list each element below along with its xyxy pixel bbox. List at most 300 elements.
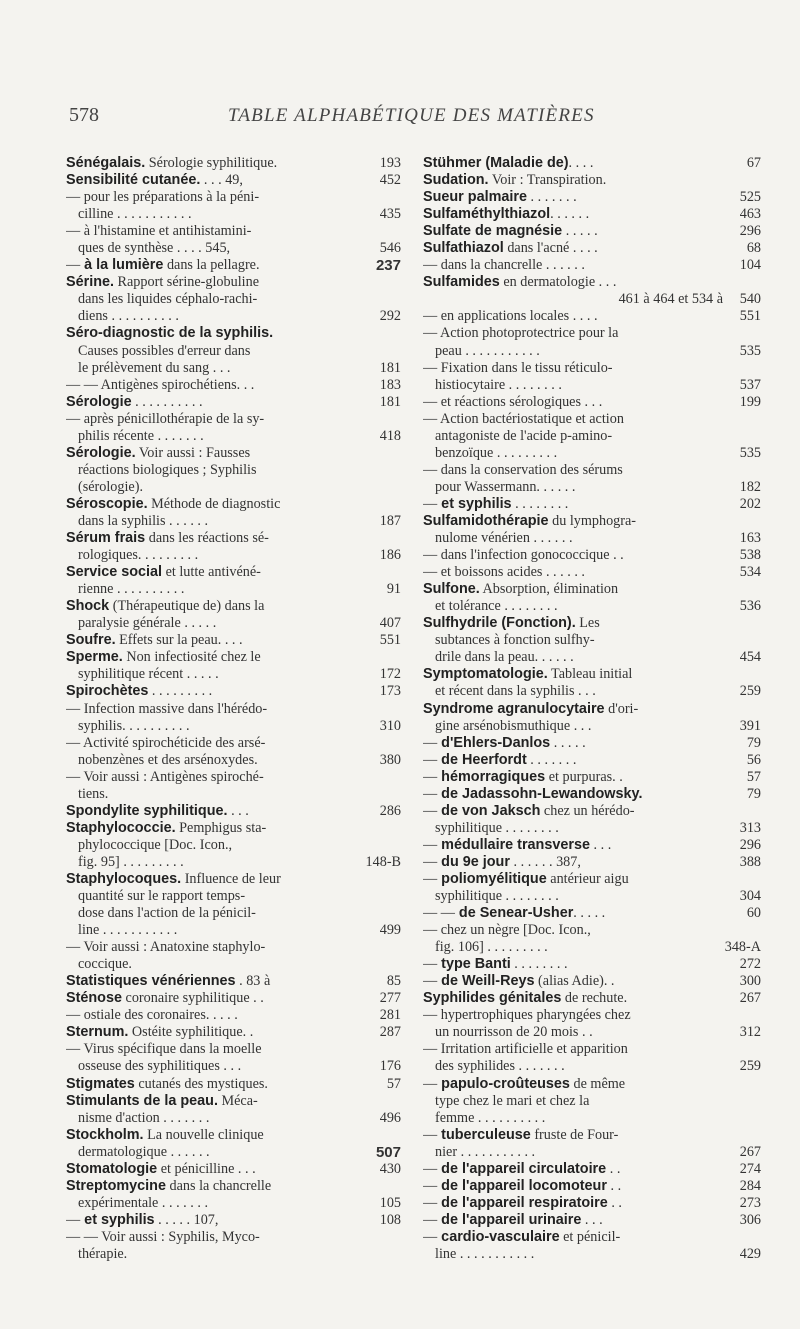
entry-line: [66, 496, 401, 513]
repeat-dash: —: [423, 1228, 438, 1245]
entry-text: Ostéite syphilitique. .: [128, 1024, 254, 1041]
entry-line: [66, 360, 401, 377]
repeat-dash: —: [66, 768, 81, 785]
index-entry: [423, 547, 761, 564]
repeat-dash: — —: [66, 1228, 98, 1245]
entry-text: et boissons acides . . . . . .: [437, 564, 585, 581]
entry-heading: Spondylite syphilitique.: [66, 802, 228, 819]
index-entry: [66, 1076, 401, 1093]
index-entry: [66, 803, 401, 820]
page-reference: 429: [737, 1246, 761, 1263]
entry-line: [423, 615, 761, 632]
repeat-dash: —: [423, 1177, 438, 1194]
entry-heading: poliomyélitique: [437, 870, 547, 887]
page-reference: 535: [737, 445, 761, 462]
entry-line: [423, 223, 761, 240]
entry-heading: Sternum.: [66, 1024, 129, 1041]
entry-line: [423, 1110, 761, 1127]
page-reference: 267: [737, 1144, 761, 1161]
index-entry: [423, 1195, 761, 1212]
entry-line: [423, 513, 761, 530]
entry-line: [66, 1058, 401, 1075]
entry-text: quantité sur le rapport temps-: [78, 888, 246, 905]
entry-text: gine arsénobismuthique . . .: [435, 717, 592, 734]
entry-line: [423, 411, 761, 428]
entry-heading: de Weill-Reys: [437, 973, 535, 990]
index-entry: [66, 564, 401, 598]
entry-line: [423, 752, 761, 769]
entry-heading: Sulfathiazol: [423, 240, 504, 257]
entry-text: hypertrophiques pharyngées chez: [437, 1007, 631, 1024]
entry-line: [423, 598, 761, 615]
entry-heading: Stimulants de la peau.: [66, 1092, 218, 1109]
entry-text: Pemphigus sta-: [175, 819, 267, 836]
entry-heading: de von Jaksch: [437, 802, 541, 819]
entry-text: . .: [607, 1194, 622, 1211]
entry-heading: Sensibilité cutanée.: [66, 172, 201, 189]
entry-text: thérapie.: [78, 1246, 128, 1262]
index-entry: [423, 206, 761, 223]
entry-line: [423, 530, 761, 547]
entry-line: [423, 1246, 761, 1263]
entry-line: [66, 547, 401, 564]
page-reference: 183: [377, 377, 401, 394]
repeat-dash: —: [423, 1160, 438, 1177]
entry-heading: et syphilis: [437, 495, 512, 512]
index-entry: [66, 530, 401, 564]
entry-text: nulome vénérien . . . . . .: [435, 530, 573, 547]
page-reference: 56: [744, 752, 761, 769]
page-reference: 454: [737, 649, 761, 666]
entry-text: fig. 106] . . . . . . . . .: [435, 939, 548, 956]
page-reference: 463: [737, 206, 761, 223]
entry-line: [423, 462, 761, 479]
entry-text: dans les réactions sé-: [145, 530, 269, 547]
index-entry: [66, 1007, 401, 1024]
entry-line: [423, 683, 761, 700]
entry-heading: médullaire transverse: [437, 836, 590, 853]
entry-line: [66, 1127, 401, 1144]
page-reference: 108: [377, 1212, 401, 1229]
entry-line: [66, 598, 401, 615]
entry-line: [423, 803, 761, 820]
entry-line: [66, 1246, 401, 1263]
page-reference: 546: [377, 240, 401, 257]
repeat-dash: — —: [66, 376, 98, 393]
entry-heading: Sérologie: [66, 393, 132, 410]
entry-text: benzoïque . . . . . . . . .: [435, 444, 558, 461]
entry-text: antérieur aigu: [546, 870, 629, 887]
entry-line: [66, 223, 401, 240]
entry-text: Influence de leur: [181, 870, 281, 887]
entry-text: et pénicil-: [559, 1228, 621, 1245]
repeat-dash: —: [423, 359, 438, 376]
index-entry: [423, 462, 761, 496]
repeat-dash: —: [66, 257, 81, 274]
page-reference: 407: [377, 615, 401, 632]
index-entry: [66, 445, 401, 496]
entry-line: [66, 411, 401, 428]
page-reference: 267: [737, 990, 761, 1007]
entry-text: . . . . .: [550, 734, 586, 751]
entry-line: [66, 291, 401, 308]
entry-line: [423, 1041, 761, 1058]
entry-line: [423, 735, 761, 752]
entry-text: . . .: [581, 1211, 603, 1228]
page-reference: 274: [737, 1161, 761, 1178]
entry-heading: de l'appareil respiratoire: [437, 1194, 608, 1211]
entry-heading: hémorragiques: [437, 768, 546, 785]
entry-line: [423, 632, 761, 649]
entry-text: Méca-: [217, 1092, 258, 1109]
entry-text: (Thérapeutique de) dans la: [109, 598, 265, 615]
entry-text: histiocytaire . . . . . . . .: [435, 376, 562, 393]
entry-heading: Shock: [66, 598, 110, 615]
repeat-dash: —: [66, 1041, 81, 1058]
entry-text: dose dans l'action de la pénicil-: [78, 905, 256, 922]
page-reference: 57: [384, 1076, 401, 1093]
entry-text: Voir aussi : Fausses: [135, 444, 251, 461]
entry-heading: de Heerfordt: [437, 751, 527, 768]
entry-line: [66, 1212, 401, 1229]
entry-line: [66, 428, 401, 445]
page-reference: 182: [737, 479, 761, 496]
entry-text: et purpuras. .: [545, 768, 623, 785]
index-entry: [66, 1127, 401, 1161]
page-reference: 181: [377, 360, 401, 377]
entry-text: cutanés des mystiques.: [134, 1075, 268, 1092]
entry-line: [423, 939, 761, 956]
index-entry: [423, 172, 761, 189]
index-entry: [66, 1229, 401, 1263]
page-number: 578: [69, 104, 99, 126]
entry-text: syphilitique . . . . . . . .: [435, 819, 559, 836]
entry-text: Sérologie syphilitique.: [145, 155, 278, 171]
page-reference: 186: [377, 547, 401, 564]
page-reference: 85: [384, 973, 401, 990]
entry-line: [66, 206, 401, 223]
repeat-dash: —: [423, 836, 438, 853]
entry-heading: Symptomatologie.: [423, 666, 548, 683]
repeat-dash: —: [423, 1075, 438, 1092]
entry-text: dans la pellagre.: [163, 257, 260, 274]
index-entry: [423, 1127, 761, 1161]
entry-heading: du 9e jour: [437, 853, 510, 870]
entry-text: syphilitique récent . . . . .: [78, 666, 219, 683]
entry-heading: Sulfamides: [423, 274, 500, 291]
index-entry: [423, 854, 761, 871]
entry-text: nier . . . . . . . . . . .: [435, 1143, 536, 1160]
entry-line: [66, 820, 401, 837]
entry-line: [66, 803, 401, 820]
repeat-dash: —: [423, 393, 438, 410]
page-reference: 534: [737, 564, 761, 581]
entry-text: subtances à fonction sulfhy-: [435, 632, 595, 649]
entry-text: pour Wassermann. . . . . .: [435, 478, 576, 495]
page-reference: 104: [737, 257, 761, 274]
entry-text: à l'histamine et antihistamini-: [80, 223, 252, 240]
repeat-dash: —: [423, 461, 438, 478]
entry-line: [423, 257, 761, 274]
entry-text: line . . . . . . . . . . .: [78, 922, 178, 939]
index-entry: [66, 325, 401, 376]
entry-line: [66, 632, 401, 649]
entry-text: fruste de Four-: [530, 1126, 619, 1143]
entry-line: [423, 922, 761, 939]
page-reference: 540: [737, 291, 761, 308]
entry-line: [66, 530, 401, 547]
entry-text: Voir : Transpiration.: [488, 172, 607, 189]
entry-text: phylococcique [Doc. Icon.,: [78, 836, 233, 853]
index-entry: [423, 956, 761, 973]
entry-line: [423, 649, 761, 666]
entry-text: expérimentale . . . . . . .: [78, 1194, 209, 1211]
page-reference: 312: [737, 1024, 761, 1041]
entry-line: [423, 308, 761, 325]
entry-text: fig. 95] . . . . . . . . .: [78, 853, 184, 870]
entry-line: [66, 1093, 401, 1110]
entry-line: [66, 786, 401, 803]
page-reference: 202: [737, 496, 761, 513]
entry-heading: cardio-vasculaire: [437, 1228, 560, 1245]
entry-heading: Sulfamidothérapie: [423, 512, 549, 529]
index-entry: [423, 666, 761, 700]
repeat-dash: —: [423, 785, 438, 802]
entry-line: [423, 701, 761, 718]
page-reference: 388: [737, 854, 761, 871]
entry-text: dans les liquides céphalo-rachi-: [78, 291, 258, 308]
entry-line: [423, 547, 761, 564]
entry-text: après pénicillothérapie de la sy-: [80, 410, 265, 427]
repeat-dash: —: [423, 768, 438, 785]
entry-text: Effets sur la peau. . . .: [115, 632, 243, 649]
index-entry: [66, 223, 401, 257]
entry-text: rienne . . . . . . . . . .: [78, 581, 185, 598]
repeat-dash: —: [66, 939, 81, 956]
entry-line: [66, 513, 401, 530]
entry-heading: Sténose: [66, 990, 122, 1007]
entry-line: [423, 1093, 761, 1110]
entry-line: [423, 325, 761, 342]
entry-text: coronaire syphilitique . .: [121, 990, 264, 1007]
entry-line: [423, 990, 761, 1007]
entry-line: [423, 394, 761, 411]
entry-text: . . . . .: [573, 905, 606, 922]
entry-line: [423, 1024, 761, 1041]
page-reference: 313: [737, 820, 761, 837]
entry-heading: Sulfate de magnésie: [423, 223, 563, 240]
entry-line: [423, 1127, 761, 1144]
page-reference: 496: [377, 1110, 401, 1127]
entry-text: Rapport sérine-globuline: [114, 274, 259, 291]
entry-line: [66, 769, 401, 786]
page-reference: 187: [377, 513, 401, 530]
page-reference: 67: [744, 155, 761, 172]
repeat-dash: —: [66, 734, 81, 751]
entry-heading: Staphylocoques.: [66, 870, 182, 887]
entry-line: [66, 308, 401, 325]
page-reference: 537: [737, 377, 761, 394]
repeat-dash: —: [423, 1194, 438, 1211]
entry-line: [423, 479, 761, 496]
index-entry: [423, 394, 761, 411]
entry-line: [66, 701, 401, 718]
entry-text: . . . . . . 387,: [509, 853, 581, 870]
entry-line: [66, 905, 401, 922]
index-entry: [66, 377, 401, 394]
index-entry: [423, 1212, 761, 1229]
entry-text: Causes possibles d'erreur dans: [78, 342, 251, 359]
entry-heading: Streptomycine: [66, 1177, 166, 1194]
entry-line: [66, 172, 401, 189]
entry-line: [423, 837, 761, 854]
entry-text: . . . . . . . .: [511, 495, 569, 512]
entry-heading: Stühmer (Maladie de): [423, 155, 569, 171]
index-entry: [66, 871, 401, 939]
entry-text: diens . . . . . . . . . .: [78, 308, 179, 325]
page-reference: 277: [377, 990, 401, 1007]
entry-line: [66, 1178, 401, 1195]
index-entry: [66, 411, 401, 445]
entry-heading: Sulfaméthylthiazol: [423, 206, 551, 223]
index-entry: [423, 1076, 761, 1127]
entry-text: le prélèvement du sang . . .: [78, 359, 231, 376]
index-entry: [423, 701, 761, 735]
page-reference: 284: [737, 1178, 761, 1195]
page-reference: 172: [377, 666, 401, 683]
entry-line: [423, 871, 761, 888]
repeat-dash: —: [423, 922, 438, 939]
page-reference: 292: [377, 308, 401, 325]
page-reference: 348-A: [722, 939, 761, 956]
page-reference: 551: [377, 632, 401, 649]
page-reference: 538: [737, 547, 761, 564]
entry-text: dans la chancrelle: [165, 1177, 272, 1194]
entry-line: [66, 666, 401, 683]
repeat-dash: —: [423, 564, 438, 581]
page-reference: 551: [737, 308, 761, 325]
repeat-dash: —: [423, 956, 438, 973]
entry-text: dans l'infection gonococcique . .: [437, 547, 624, 564]
entry-heading: Sérologie.: [66, 444, 136, 461]
page-reference: 105: [377, 1195, 401, 1212]
page-reference: 273: [737, 1195, 761, 1212]
entry-heading: Statistiques vénériennes: [66, 973, 236, 990]
entry-line: [66, 1161, 401, 1178]
page-reference: 259: [737, 683, 761, 700]
entry-line: [66, 837, 401, 854]
running-head: TABLE ALPHABÉTIQUE DES MATIÈRES: [228, 105, 595, 126]
entry-text: Méthode de diagnostic: [147, 495, 281, 512]
entry-text: réactions biologiques ; Syphilis: [78, 461, 257, 478]
entry-line: [423, 1144, 761, 1161]
entry-line: [423, 854, 761, 871]
entry-line: [423, 206, 761, 223]
index-entry: [66, 1212, 401, 1229]
repeat-dash: —: [423, 325, 438, 342]
repeat-dash: —: [66, 189, 81, 206]
index-entry: [66, 274, 401, 325]
entry-line: [423, 445, 761, 462]
repeat-dash: —: [66, 223, 81, 240]
repeat-dash: —: [423, 1007, 438, 1024]
entry-line: [423, 377, 761, 394]
entry-text: La nouvelle clinique: [143, 1126, 264, 1143]
repeat-dash: —: [423, 1126, 438, 1143]
entry-text: femme . . . . . . . . . .: [435, 1109, 546, 1126]
entry-text: Fixation dans le tissu réticulo-: [437, 359, 613, 376]
page-reference: 68: [744, 240, 761, 257]
index-entry: [423, 274, 761, 308]
page-reference: 300: [737, 973, 761, 990]
entry-line: [423, 274, 761, 291]
entry-text: antagoniste de l'acide p-amino-: [435, 427, 613, 444]
index-entry: [423, 155, 761, 172]
entry-text: Voir aussi : Syphilis, Myco-: [97, 1228, 260, 1245]
index-entry: [66, 735, 401, 769]
index-entry: [66, 1161, 401, 1178]
entry-text: (alias Adie). .: [534, 973, 615, 990]
index-entry: [423, 1229, 761, 1263]
index-entry: [423, 496, 761, 513]
page-reference: 163: [737, 530, 761, 547]
entry-text: et tolérance . . . . . . . .: [435, 598, 558, 615]
entry-text: . . . .: [568, 155, 594, 171]
entry-text: Action photoprotectrice pour la: [437, 325, 619, 342]
repeat-dash: —: [66, 1007, 81, 1024]
entry-line: [423, 956, 761, 973]
page-reference: 507: [373, 1144, 401, 1161]
entry-line: [66, 274, 401, 291]
page-reference: 380: [377, 752, 401, 769]
entry-line: [423, 1161, 761, 1178]
entry-text: Irritation artificielle et apparition: [437, 1041, 628, 1058]
page-reference: 237: [373, 257, 401, 274]
repeat-dash: —: [66, 410, 81, 427]
page-reference: 536: [737, 598, 761, 615]
entry-text: nisme d'action . . . . . . .: [78, 1109, 210, 1126]
entry-heading: Stigmates: [66, 1075, 135, 1092]
entry-heading: tuberculeuse: [437, 1126, 531, 1143]
entry-heading: Sénégalais.: [66, 155, 146, 171]
entry-text: (sérologie).: [78, 478, 144, 495]
entry-text: . . . . .: [562, 223, 598, 240]
entry-text: type chez le mari et chez la: [435, 1092, 590, 1109]
entry-line: [423, 1195, 761, 1212]
page-reference: 310: [377, 718, 401, 735]
entry-text: Absorption, élimination: [479, 581, 619, 598]
index-entry: [66, 1041, 401, 1075]
index-entry: [66, 939, 401, 973]
entry-text: dans la syphilis . . . . . .: [78, 512, 209, 529]
entry-line: [66, 564, 401, 581]
index-entry: [423, 973, 761, 990]
index-entry: [66, 394, 401, 411]
entry-text: dans la conservation des sérums: [437, 461, 623, 478]
entry-text: . . . . . . . .: [510, 956, 568, 973]
index-entry: [423, 360, 761, 394]
index-entry: [66, 496, 401, 530]
entry-heading: Sérum frais: [66, 530, 146, 547]
repeat-dash: —: [423, 870, 438, 887]
page-reference: 286: [377, 803, 401, 820]
entry-heading: Sérine.: [66, 274, 114, 291]
entry-text: cilline . . . . . . . . . . .: [78, 206, 192, 223]
entry-line: [66, 615, 401, 632]
index-entry: [66, 598, 401, 632]
entry-text: ques de synthèse . . . . 545,: [78, 240, 231, 257]
repeat-dash: —: [423, 495, 438, 512]
